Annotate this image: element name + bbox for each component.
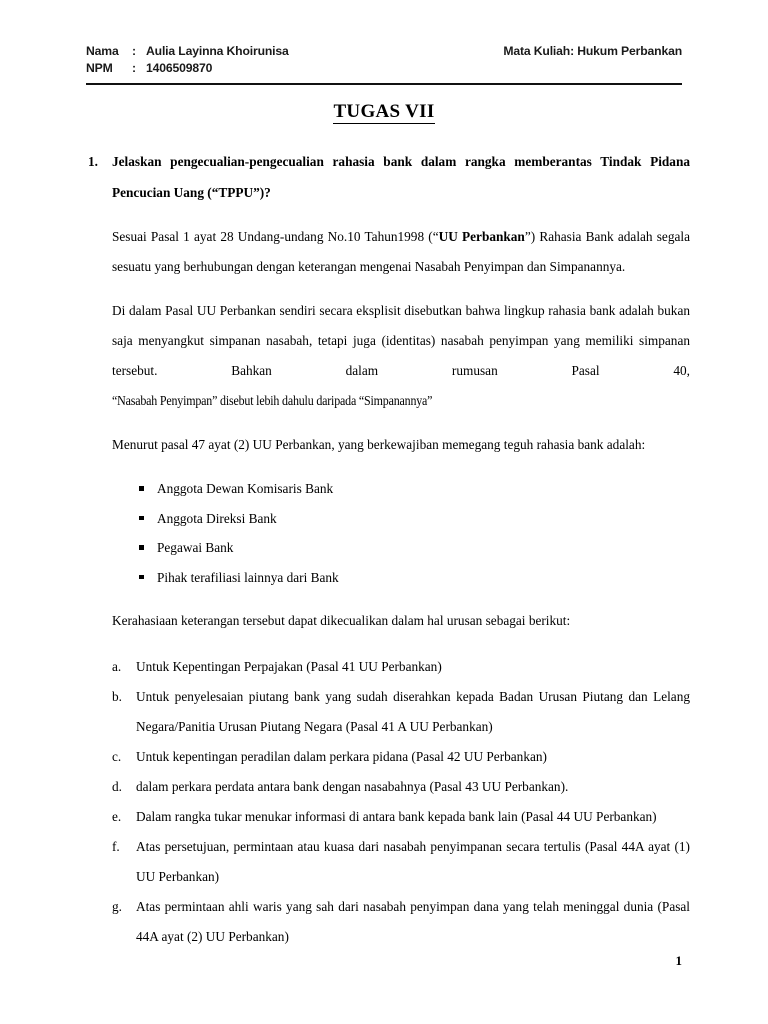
list-item xyxy=(0,802,768,832)
list-item-marker: d. xyxy=(112,779,122,794)
list-item-marker: a. xyxy=(112,659,122,674)
page-title xyxy=(0,101,768,123)
page-number: 1 xyxy=(675,953,682,968)
course-label: Mata Kuliah: Hukum Perbankan xyxy=(503,44,682,58)
list-item xyxy=(0,892,768,952)
header-row-npm xyxy=(86,60,682,77)
paragraph-2 xyxy=(0,296,768,416)
list-item xyxy=(0,682,768,742)
name-value: Aulia Layinna Khoirunisa xyxy=(146,44,289,58)
list-item xyxy=(0,563,768,593)
list-item-label: Untuk penyelesaian piutang bank yang sudah diserahkan kepada Badan Urusan Piutang dan Lelang Negara/Panitia Urusan Piutang Negara (Pasal 41 A UU Perbankan) xyxy=(136,689,690,734)
student-name-block xyxy=(86,43,289,60)
list-item xyxy=(0,504,768,534)
paragraph-1 xyxy=(0,222,768,282)
list-item xyxy=(0,474,768,504)
list-item-marker: e. xyxy=(112,809,122,824)
npm-colon: : xyxy=(132,61,136,75)
body-text: Di dalam Pasal UU Perbankan sendiri secara eksplisit disebutkan bahwa lingkup rahasia bank adalah bukan saja menyangkut simpanan nasabah, tetapi juga (identitas) nasabah penyimpan yang memiliki simpanan tersebut. Bahkan dalam rumusan Pasal 40, xyxy=(112,303,690,378)
list-item-marker: f. xyxy=(112,839,120,854)
list-item xyxy=(0,652,768,682)
square-bullet-icon xyxy=(139,575,144,580)
square-bullet-icon xyxy=(139,486,144,491)
body-text: Sesuai Pasal 1 ayat 28 Undang-undang No.10 Tahun1998 (“ xyxy=(112,229,439,244)
list-item-label: dalam perkara perdata antara bank dengan nasabahnya (Pasal 43 UU Perbankan). xyxy=(136,779,569,794)
emphasis-text: UU Perbankan xyxy=(438,229,525,244)
header-row-name xyxy=(86,43,682,60)
list-item-label: Atas permintaan ahli waris yang sah dari nasabah penyimpan dana yang telah meninggal dunia (Pasal 44A ayat (2) UU Perbankan) xyxy=(136,899,690,944)
exceptions-intro: Kerahasiaan keterangan tersebut dapat dikecualikan dalam hal urusan sebagai berikut: xyxy=(112,613,571,628)
list-item-label: Pegawai Bank xyxy=(157,540,234,555)
list-item-marker: b. xyxy=(112,689,122,704)
square-bullet-icon xyxy=(139,545,144,550)
student-npm-block xyxy=(86,60,212,77)
document-header xyxy=(86,43,682,77)
npm-label: NPM xyxy=(86,61,113,75)
list-item-label: Untuk Kepentingan Perpajakan (Pasal 41 UU Perbankan) xyxy=(136,659,442,674)
list-item xyxy=(0,832,768,892)
list-item-label: Untuk kepentingan peradilan dalam perkara pidana (Pasal 42 UU Perbankan) xyxy=(136,749,547,764)
square-bullet-icon xyxy=(139,516,144,521)
question-number: 1. xyxy=(88,154,98,169)
npm-value: 1406509870 xyxy=(146,61,213,75)
list-item-label: Anggota Dewan Komisaris Bank xyxy=(157,481,334,496)
list-item xyxy=(0,772,768,802)
exceptions-list xyxy=(0,652,768,952)
name-label: Nama xyxy=(86,44,119,58)
paragraph-3 xyxy=(0,430,768,460)
list-item-label: Pihak terafiliasi lainnya dari Bank xyxy=(157,569,339,585)
body-text: Menurut pasal 47 ayat (2) UU Perbankan, yang berkewajiban memegang teguh rahasia bank adalah: xyxy=(112,437,646,452)
list-item-label: Anggota Direksi Bank xyxy=(157,510,277,526)
name-colon: : xyxy=(132,44,136,58)
condensed-text: “Nasabah Penyimpan” disebut lebih dahulu daripada “Simpanannya” xyxy=(112,393,433,408)
list-item-marker: c. xyxy=(112,749,122,764)
page-title-text: TUGAS VII xyxy=(333,101,435,122)
question-text: Jelaskan pengecualian-pengecualian rahasia bank dalam rangka memberantas Tindak Pidana Pencucian Uang (“TPPU”)? xyxy=(112,154,690,200)
header-divider xyxy=(86,83,682,85)
question-item xyxy=(0,146,768,208)
body-text: ”) Rahasia Bank adalah segala sesuatu yang berhubungan dengan keterangan mengenai Nasabah Penyimpan dan Simpanannya. xyxy=(112,229,690,274)
document-body xyxy=(0,146,768,952)
list-item-marker: g. xyxy=(112,899,122,914)
list-item-label: Dalam rangka tukar menukar informasi di antara bank kepada bank lain (Pasal 44 UU Perbankan) xyxy=(136,809,657,824)
responsible-parties-list xyxy=(0,474,768,592)
list-item-label: Atas persetujuan, permintaan atau kuasa dari nasabah penyimpanan secara tertulis (Pasal 44A ayat (1) UU Perbankan) xyxy=(136,839,690,884)
list-item xyxy=(0,533,768,563)
list-item xyxy=(0,742,768,772)
